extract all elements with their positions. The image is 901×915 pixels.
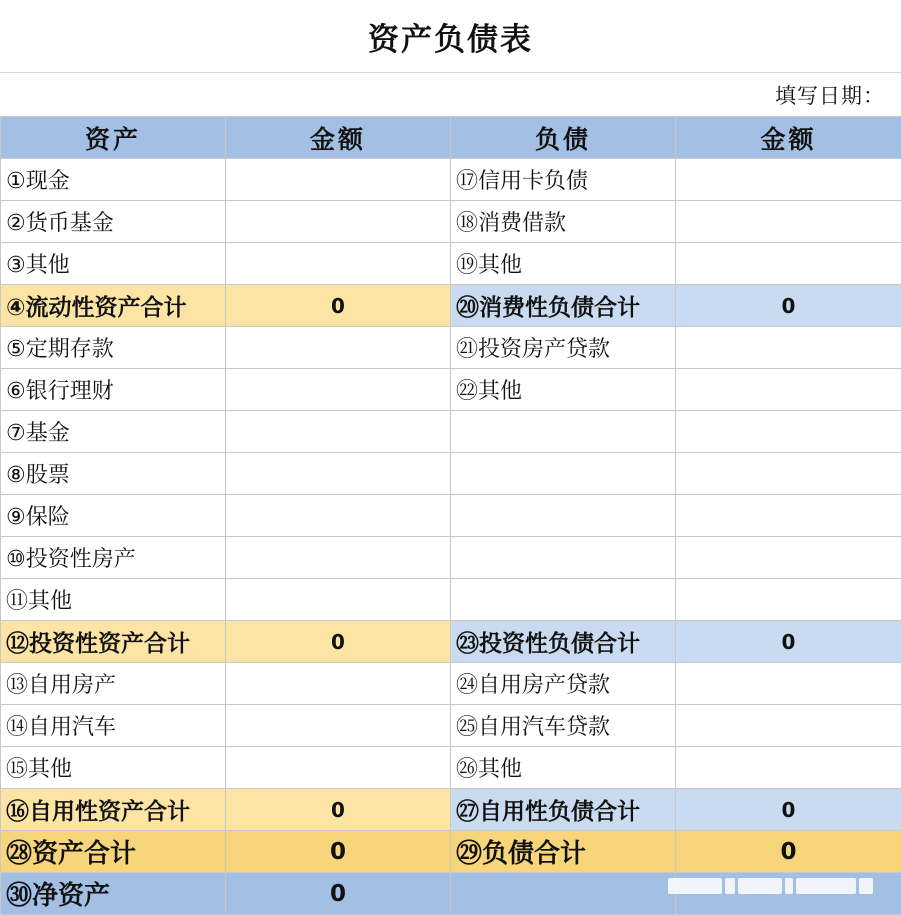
asset-amount-cell[interactable] bbox=[226, 411, 451, 453]
liability-label: ㉖其他 bbox=[451, 747, 676, 789]
liability-amount-cell[interactable] bbox=[676, 453, 901, 495]
asset-amount-cell[interactable] bbox=[226, 663, 451, 705]
asset-amount-cell[interactable] bbox=[226, 327, 451, 369]
watermark-mark bbox=[785, 878, 793, 894]
asset-amount-cell[interactable] bbox=[226, 537, 451, 579]
asset-label: ⑥银行理财 bbox=[1, 369, 226, 411]
grand-total-row bbox=[1, 831, 901, 873]
liability-amount-cell[interactable] bbox=[676, 327, 901, 369]
liability-amount-cell[interactable] bbox=[676, 369, 901, 411]
liability-amount-cell[interactable] bbox=[676, 579, 901, 621]
watermark-mark bbox=[738, 878, 782, 894]
liability-amount-cell[interactable] bbox=[676, 747, 901, 789]
watermark-mark bbox=[668, 878, 722, 894]
asset-label: ⑩投资性房产 bbox=[1, 537, 226, 579]
liability-label: ㉔自用房产贷款 bbox=[451, 663, 676, 705]
table-row bbox=[1, 327, 901, 369]
liability-amount-cell[interactable] bbox=[676, 537, 901, 579]
liability-amount-cell[interactable] bbox=[676, 705, 901, 747]
table-row bbox=[1, 369, 901, 411]
asset-label: ⑮其他 bbox=[1, 747, 226, 789]
liability-amount-cell[interactable] bbox=[676, 243, 901, 285]
liability-label bbox=[451, 537, 676, 579]
net-assets-amount[interactable]: 0 bbox=[226, 873, 451, 915]
balance-table bbox=[0, 116, 901, 915]
asset-amount-cell[interactable] bbox=[226, 369, 451, 411]
asset-subtotal-label: ⑫投资性资产合计 bbox=[1, 621, 226, 663]
asset-label: ⑬自用房产 bbox=[1, 663, 226, 705]
total-assets-label: ㉘资产合计 bbox=[1, 831, 226, 873]
asset-label: ⑨保险 bbox=[1, 495, 226, 537]
asset-label: ③其他 bbox=[1, 243, 226, 285]
asset-subtotal-amount[interactable]: 0 bbox=[226, 621, 451, 663]
liability-subtotal-amount[interactable]: 0 bbox=[676, 621, 901, 663]
watermark-mark bbox=[859, 878, 873, 894]
table-header-row bbox=[1, 117, 901, 159]
asset-label: ⑭自用汽车 bbox=[1, 705, 226, 747]
header-amount-left: 金额 bbox=[226, 117, 451, 159]
asset-label: ⑦基金 bbox=[1, 411, 226, 453]
asset-amount-cell[interactable] bbox=[226, 159, 451, 201]
table-row bbox=[1, 411, 901, 453]
table-row bbox=[1, 243, 901, 285]
table-row bbox=[1, 159, 901, 201]
asset-subtotal-label: ④流动性资产合计 bbox=[1, 285, 226, 327]
liability-subtotal-label: ㉗自用性负债合计 bbox=[451, 789, 676, 831]
liability-subtotal-amount[interactable]: 0 bbox=[676, 285, 901, 327]
net-assets-empty-cell bbox=[451, 873, 676, 915]
table-row bbox=[1, 495, 901, 537]
header-amount-right: 金额 bbox=[676, 117, 901, 159]
header-liabilities: 负债 bbox=[451, 117, 676, 159]
liability-amount-cell[interactable] bbox=[676, 411, 901, 453]
liability-subtotal-amount[interactable]: 0 bbox=[676, 789, 901, 831]
liability-amount-cell[interactable] bbox=[676, 495, 901, 537]
liability-label: ㉕自用汽车贷款 bbox=[451, 705, 676, 747]
liability-label bbox=[451, 579, 676, 621]
asset-label: ①现金 bbox=[1, 159, 226, 201]
table-row bbox=[1, 663, 901, 705]
liability-label: ㉑投资房产贷款 bbox=[451, 327, 676, 369]
table-row bbox=[1, 579, 901, 621]
liability-amount-cell[interactable] bbox=[676, 663, 901, 705]
watermark-logo bbox=[668, 875, 883, 897]
total-assets-amount[interactable]: 0 bbox=[226, 831, 451, 873]
liability-label: ⑲其他 bbox=[451, 243, 676, 285]
net-assets-label: ㉚净资产 bbox=[1, 873, 226, 915]
subtotal-row-liquid bbox=[1, 285, 901, 327]
asset-amount-cell[interactable] bbox=[226, 705, 451, 747]
liability-subtotal-label: ⑳消费性负债合计 bbox=[451, 285, 676, 327]
asset-amount-cell[interactable] bbox=[226, 495, 451, 537]
asset-label: ⑤定期存款 bbox=[1, 327, 226, 369]
table-row bbox=[1, 705, 901, 747]
liability-label: ⑰信用卡负债 bbox=[451, 159, 676, 201]
asset-label: ⑪其他 bbox=[1, 579, 226, 621]
table-row bbox=[1, 537, 901, 579]
subtotal-row-investment bbox=[1, 621, 901, 663]
liability-label bbox=[451, 495, 676, 537]
asset-label: ②货币基金 bbox=[1, 201, 226, 243]
watermark-mark bbox=[796, 878, 856, 894]
asset-subtotal-label: ⑯自用性资产合计 bbox=[1, 789, 226, 831]
watermark-mark bbox=[725, 878, 735, 894]
liability-label bbox=[451, 411, 676, 453]
total-liabilities-label: ㉙负债合计 bbox=[451, 831, 676, 873]
table-row bbox=[1, 453, 901, 495]
total-liabilities-amount[interactable]: 0 bbox=[676, 831, 901, 873]
asset-amount-cell[interactable] bbox=[226, 579, 451, 621]
asset-subtotal-amount[interactable]: 0 bbox=[226, 285, 451, 327]
liability-label: ⑱消费借款 bbox=[451, 201, 676, 243]
table-row bbox=[1, 747, 901, 789]
table-row bbox=[1, 201, 901, 243]
asset-subtotal-amount[interactable]: 0 bbox=[226, 789, 451, 831]
sheet-title: 资产负债表 bbox=[0, 0, 901, 73]
date-field-label: 填写日期： bbox=[0, 73, 901, 116]
liability-amount-cell[interactable] bbox=[676, 159, 901, 201]
asset-amount-cell[interactable] bbox=[226, 453, 451, 495]
liability-subtotal-label: ㉓投资性负债合计 bbox=[451, 621, 676, 663]
asset-amount-cell[interactable] bbox=[226, 201, 451, 243]
asset-amount-cell[interactable] bbox=[226, 747, 451, 789]
liability-amount-cell[interactable] bbox=[676, 201, 901, 243]
asset-amount-cell[interactable] bbox=[226, 243, 451, 285]
asset-label: ⑧股票 bbox=[1, 453, 226, 495]
header-assets: 资产 bbox=[1, 117, 226, 159]
subtotal-row-personal bbox=[1, 789, 901, 831]
liability-label: ㉒其他 bbox=[451, 369, 676, 411]
liability-label bbox=[451, 453, 676, 495]
